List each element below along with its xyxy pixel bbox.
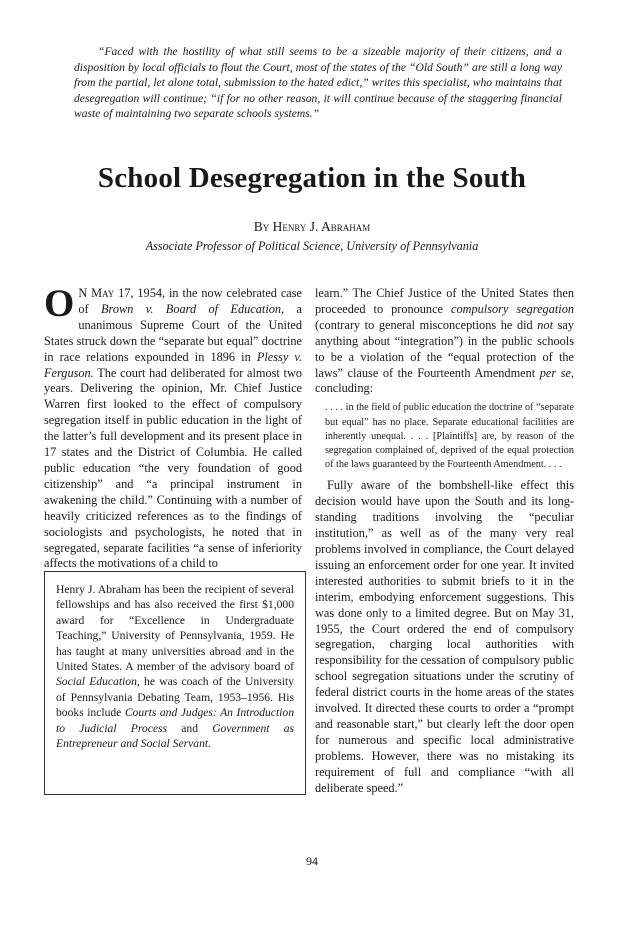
journal-name: Social Education, <box>56 675 140 689</box>
drop-cap: O <box>44 282 75 325</box>
block-quote: . . . . in the field of public education the doctrine of “separate but equal” has no place. Separate educational facilities are inherently unequal. . . . [Plaintiffs] are, by reason of the segregation complained of, deprived of the equal protection of the laws guaranteed by the Fourteenth Amendment. . . . <box>325 402 574 471</box>
text-run: concluding: <box>315 381 374 396</box>
text-run: in the now celebrated case of <box>78 286 303 316</box>
opening-date: N May 17, 1954, <box>78 286 166 300</box>
body-paragraph <box>315 286 574 397</box>
book-title: Government as Entrepreneur and Social Servant. <box>56 721 295 751</box>
page-number: 94 <box>306 854 318 868</box>
text-run: The court had deliberated for almost two years. Delivering the opinion, Mr. Chief Justice Warren first looked to the effect of compulsory segregation itself in public education in the light of the latter’s full development and its present place in 17 states and the District of Columbia. He called public education “the very foundation of good citizenship” and “a principal instrument in awakening the child.” Continuing with a number of heavily criticized references as to the findings of sociologists and psychologists, he noted that in segregated, separate facilities “a sense of inferiority affects the motivations of a child to <box>44 365 302 571</box>
bio-text: he was coach of the University of Pennsylvania Debating Team, 1953–1956. His books include <box>56 675 294 720</box>
emphasis: not <box>537 317 553 332</box>
author-bio <box>56 582 294 751</box>
emphasis: compulsory segregation <box>451 301 574 316</box>
author-bio-box <box>44 571 306 795</box>
opening-paragraph <box>44 282 303 572</box>
emphasis: per se, <box>539 365 574 380</box>
text-run: (contrary to general misconceptions he did <box>315 317 538 332</box>
case-name: Brown v. Board of Education, <box>101 301 285 316</box>
text-run: say anything about “integration”) in the public schools to be a violation of the “equal protection of the laws” clause of the Fourteenth Amendment <box>315 317 574 380</box>
text-run: a unanimous Supreme Court of the United States struck down the “separate but equal” doctrine in race relations expounded in 1896 in <box>44 301 302 364</box>
author-affiliation: Associate Professor of Political Science, University of Pennsylvania <box>145 239 479 253</box>
epigraph: “Faced with the hostility of what still seems to be a sizeable majority of their citizens, and a disposition by local officials to flout the Court, most of the states of the “Old South” are still a long way from the partial, let alone total, submission to the hated edict,” writes this specialist, who maintains that desegregation will continue; “if for no other reason, it will continue because of the staggering financial waste of maintaining two separate schools systems.” <box>74 45 562 121</box>
article-title: School Desegregation in the South <box>97 162 527 194</box>
book-title: Courts and Judges: An Introduction to Judicial Process <box>56 706 294 735</box>
text-run: learn.” The Chief Justice of the United States then proceeded to pronounce <box>315 286 574 316</box>
body-paragraph: Fully aware of the bombshell-like effect this decision would have upon the South and its long-standing traditions involving the “peculiar institution,” as well as of the many very real problems involved in compliance, the Court delayed issuing an enforcement order for one year. It invited interested authorities to submit briefs to it in the interim, embodying enforcement suggestions. This was done only to a limited degree. But on May 31, 1955, the Court ordered the end of compulsory segregation, charging local authorities with responsibility for the cessation of compulsory public school segregation situations under the scrutiny of federal district courts in the home areas of the states involved. It directed these courts to order a “prompt and reasonable start,” but clearly left the door open for numerous and specific local administrative problems. However, there was no mistaking its requirement of full and compliance “with all deliberate speed.” <box>315 478 574 795</box>
bio-text: and <box>167 721 213 735</box>
right-column <box>315 286 574 796</box>
bio-text: Henry J. Abraham has been the recipient of several fellowships and has also received the first $1,000 award for “Excellence in Undergraduate Teaching,” University of Pennsylvania, 1959. He has taught at many universities abroad and in the United States. A member of the advisory board of <box>56 583 294 674</box>
byline: By Henry J. Abraham <box>253 219 371 234</box>
case-name: Plessy v. Ferguson. <box>44 349 303 380</box>
left-column <box>44 282 303 572</box>
